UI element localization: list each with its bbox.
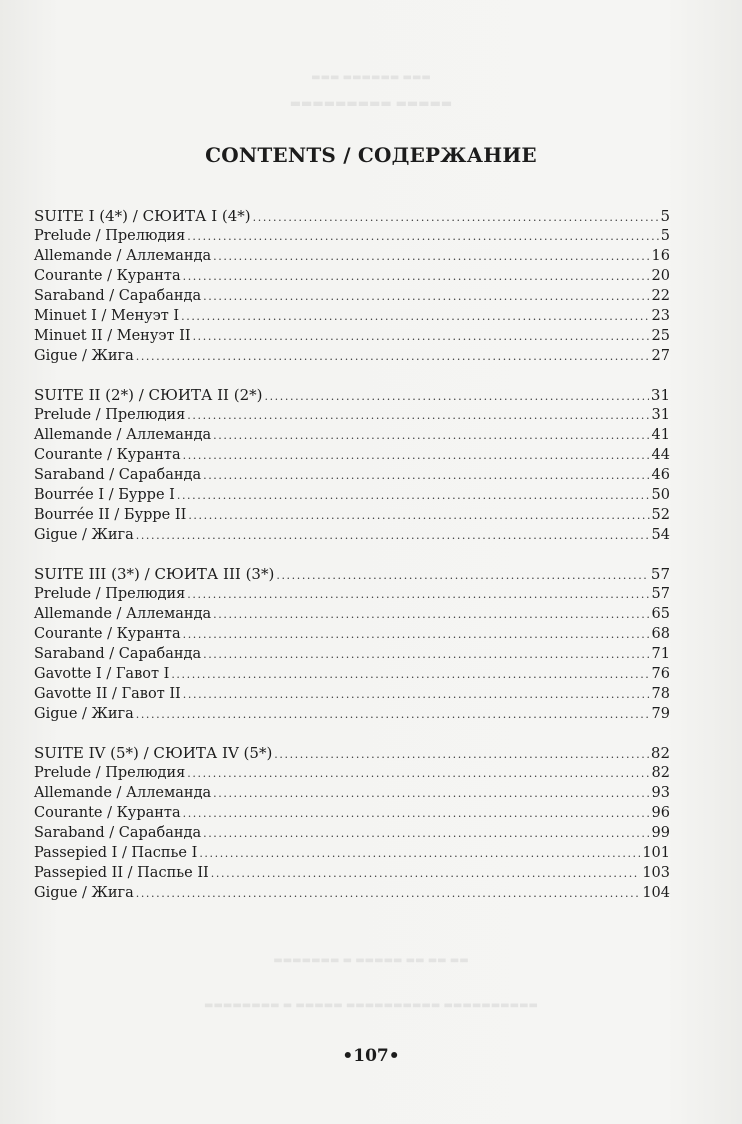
toc-entry-row: [34, 843, 670, 863]
entry-page-number: 101: [642, 845, 670, 861]
toc-entry-row: [34, 445, 670, 465]
dot-leader: [183, 685, 650, 705]
entry-title: Prelude / Прелюдия: [34, 765, 186, 781]
entry-title: Gavotte II / Гавот II: [34, 686, 181, 702]
entry-page-number: 46: [651, 467, 670, 483]
toc-entry-row: [34, 624, 670, 644]
dot-leader: [188, 506, 649, 526]
entry-title: SUITE IV (5*) / СЮИТА IV (5*): [34, 744, 273, 762]
show-through-text: ▬▬▬▬▬▬▬ ▬ ▬▬▬▬▬ ▬▬ ▬▬ ▬▬: [273, 955, 469, 966]
entry-title: Allemande / Аллеманда: [34, 606, 212, 622]
entry-title: Gigue / Жига: [34, 885, 134, 901]
dot-leader: [187, 764, 649, 784]
dot-leader: [199, 844, 640, 864]
entry-title: Courante / Куранта: [34, 447, 181, 463]
entry-page-number: 93: [651, 785, 670, 801]
dot-leader: [171, 665, 649, 685]
toc-entry-row: [34, 226, 670, 246]
entry-title: Saraband / Сарабанда: [34, 288, 202, 304]
suite-heading-row: [34, 743, 670, 763]
entry-page-number: 31: [650, 386, 670, 404]
toc-entry-row: [34, 485, 670, 505]
dot-leader: [136, 347, 650, 367]
entry-page-number: 65: [651, 606, 670, 622]
entry-title: Prelude / Прелюдия: [34, 228, 186, 244]
entry-title: Saraband / Сарабанда: [34, 825, 202, 841]
entry-page-number: 41: [651, 427, 670, 443]
page-title: CONTENTS / СОДЕРЖАНИЕ: [205, 143, 537, 167]
suite-section: [34, 206, 670, 366]
dot-leader: [187, 406, 649, 426]
dot-leader: [213, 605, 649, 625]
dot-leader: [181, 307, 649, 327]
dot-leader: [211, 864, 641, 884]
entry-title: SUITE I (4*) / СЮИТА I (4*): [34, 207, 251, 225]
dot-leader: [193, 327, 650, 347]
entry-title: Allemande / Аллеманда: [34, 427, 212, 443]
entry-page-number: 23: [651, 308, 670, 324]
entry-page-number: 79: [651, 706, 670, 722]
entry-page-number: 71: [651, 646, 670, 662]
toc-entry-row: [34, 425, 670, 445]
toc-entry-row: [34, 405, 670, 425]
dot-leader: [203, 645, 649, 665]
toc-entry-row: [34, 704, 670, 724]
entry-title: Courante / Куранта: [34, 268, 181, 284]
show-through-text: ▬▬▬▬▬▬▬▬▬ ▬▬▬▬▬: [289, 96, 453, 110]
entry-title: Bourrée I / Бурре I: [34, 487, 175, 503]
entry-title: Passepied II / Паспье II: [34, 865, 209, 881]
toc-entry-row: [34, 266, 670, 286]
entry-title: SUITE II (2*) / СЮИТА II (2*): [34, 386, 263, 404]
entry-page-number: 99: [651, 825, 670, 841]
entry-page-number: 78: [651, 686, 670, 702]
toc-entry-row: [34, 286, 670, 306]
entry-title: Gigue / Жига: [34, 706, 134, 722]
entry-title: Saraband / Сарабанда: [34, 646, 202, 662]
entry-page-number: 20: [651, 268, 670, 284]
page-number: •107•: [342, 1046, 400, 1066]
dot-leader: [183, 804, 650, 824]
entry-title: SUITE III (3*) / СЮИТА III (3*): [34, 565, 275, 583]
dot-leader: [276, 566, 649, 586]
dot-leader: [213, 426, 649, 446]
entry-title: Gigue / Жига: [34, 348, 134, 364]
entry-page-number: 5: [660, 207, 670, 225]
toc-entry-row: [34, 883, 670, 903]
toc-entry-row: [34, 306, 670, 326]
entry-title: Allemande / Аллеманда: [34, 785, 212, 801]
toc-entry-row: [34, 664, 670, 684]
entry-title: Gavotte I / Гавот I: [34, 666, 170, 682]
toc-entry-row: [34, 803, 670, 823]
dot-leader: [264, 387, 648, 407]
entry-page-number: 22: [651, 288, 670, 304]
entry-page-number: 25: [651, 328, 670, 344]
suite-section: [34, 743, 670, 903]
entry-page-number: 104: [642, 885, 670, 901]
toc-entry-row: [34, 346, 670, 366]
toc-entry-row: [34, 465, 670, 485]
toc-entry-row: [34, 505, 670, 525]
entry-page-number: 57: [650, 565, 670, 583]
entry-page-number: 57: [651, 586, 670, 602]
dot-leader: [203, 824, 649, 844]
dot-leader: [203, 466, 649, 486]
toc-entry-row: [34, 604, 670, 624]
entry-page-number: 5: [660, 228, 670, 244]
dot-leader: [187, 227, 658, 247]
dot-leader: [183, 267, 650, 287]
dot-leader: [253, 208, 659, 228]
entry-page-number: 16: [651, 248, 670, 264]
entry-page-number: 76: [651, 666, 670, 682]
dot-leader: [213, 784, 649, 804]
suite-section: [34, 564, 670, 724]
entry-title: Courante / Куранта: [34, 805, 181, 821]
toc-entry-row: [34, 584, 670, 604]
entry-page-number: 31: [651, 407, 670, 423]
entry-page-number: 96: [651, 805, 670, 821]
toc-entry-row: [34, 525, 670, 545]
table-of-contents: [34, 206, 670, 922]
dot-leader: [136, 884, 641, 904]
dot-leader: [203, 287, 649, 307]
entry-page-number: 54: [651, 527, 670, 543]
entry-page-number: 52: [651, 507, 670, 523]
entry-title: Prelude / Прелюдия: [34, 586, 186, 602]
dot-leader: [183, 446, 650, 466]
toc-entry-row: [34, 823, 670, 843]
show-through-text: ▬▬▬ ▬▬▬▬▬▬ ▬▬▬: [311, 72, 431, 83]
suite-heading-row: [34, 564, 670, 584]
show-through-text: ▬▬▬▬▬▬▬▬ ▬ ▬▬▬▬▬ ▬▬▬▬▬▬▬▬▬▬ ▬▬▬▬▬▬▬▬▬▬: [204, 1000, 538, 1011]
entry-page-number: 103: [642, 865, 670, 881]
entry-page-number: 68: [651, 626, 670, 642]
entry-page-number: 50: [651, 487, 670, 503]
entry-title: Minuet I / Менуэт I: [34, 308, 180, 324]
toc-entry-row: [34, 783, 670, 803]
entry-title: Courante / Куранта: [34, 626, 181, 642]
dot-leader: [213, 247, 649, 267]
entry-title: Prelude / Прелюдия: [34, 407, 186, 423]
suite-heading-row: [34, 206, 670, 226]
entry-title: Gigue / Жига: [34, 527, 134, 543]
entry-page-number: 82: [651, 765, 670, 781]
toc-entry-row: [34, 644, 670, 664]
toc-entry-row: [34, 863, 670, 883]
entry-title: Saraband / Сарабанда: [34, 467, 202, 483]
dot-leader: [274, 745, 649, 765]
dot-leader: [136, 526, 650, 546]
dot-leader: [136, 705, 650, 725]
suite-heading-row: [34, 385, 670, 405]
entry-page-number: 82: [650, 744, 670, 762]
toc-entry-row: [34, 246, 670, 266]
toc-entry-row: [34, 763, 670, 783]
entry-page-number: 27: [651, 348, 670, 364]
dot-leader: [183, 625, 650, 645]
dot-leader: [177, 486, 650, 506]
dot-leader: [187, 585, 649, 605]
toc-entry-row: [34, 684, 670, 704]
entry-title: Minuet II / Менуэт II: [34, 328, 191, 344]
entry-title: Allemande / Аллеманда: [34, 248, 212, 264]
toc-entry-row: [34, 326, 670, 346]
entry-page-number: 44: [651, 447, 670, 463]
suite-section: [34, 385, 670, 545]
entry-title: Passepied I / Паспье I: [34, 845, 198, 861]
entry-title: Bourrée II / Бурре II: [34, 507, 187, 523]
